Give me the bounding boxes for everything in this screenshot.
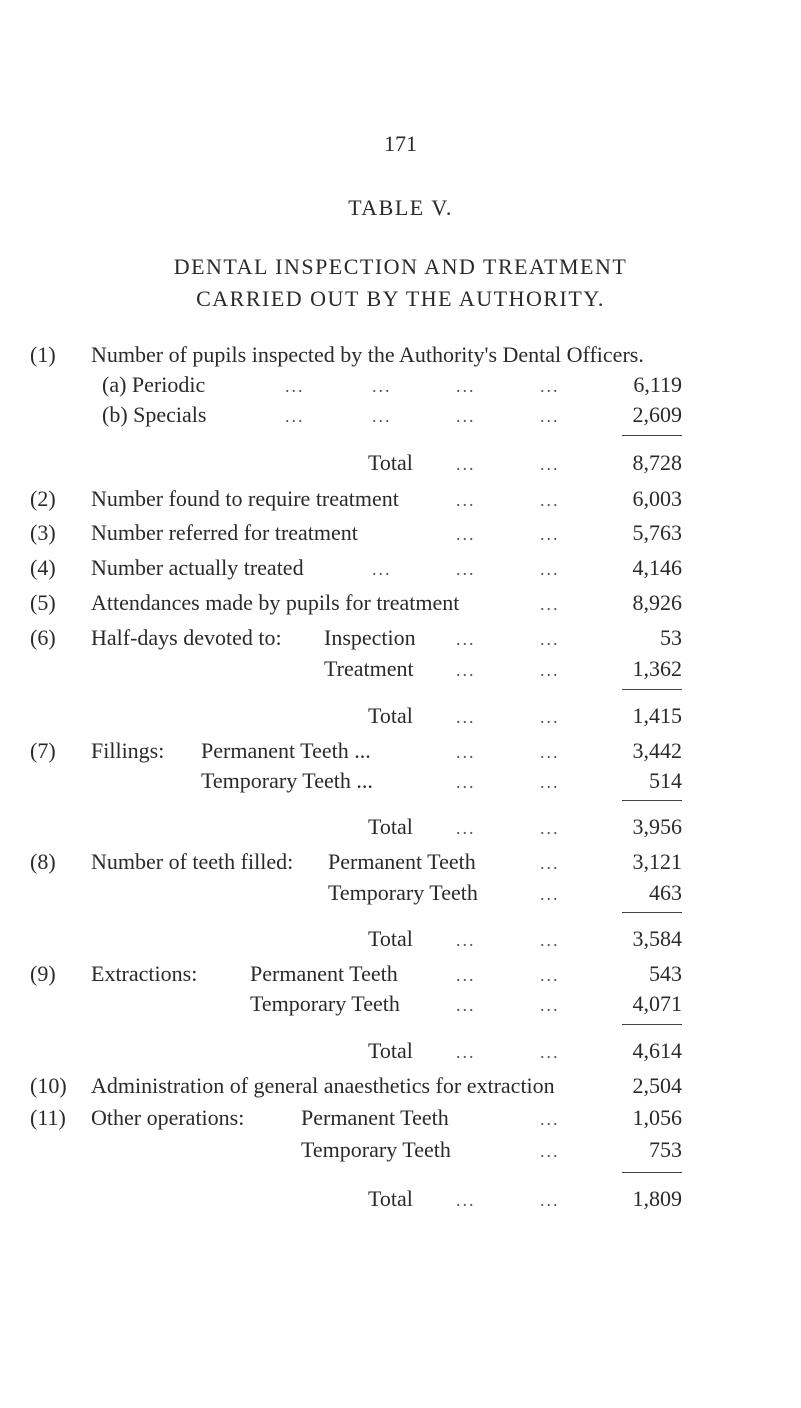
sum-rule xyxy=(622,689,682,690)
leader-dots: ... xyxy=(540,1109,560,1129)
item-number-1: (1) xyxy=(30,342,56,367)
leader-dots: ... xyxy=(372,406,392,426)
leader-dots: ... xyxy=(540,772,560,792)
total-value-7: 3,956 xyxy=(632,814,682,839)
total-value-9: 4,614 xyxy=(632,1038,682,1063)
item-number-11: (11) xyxy=(30,1105,66,1130)
leader-dots: ... xyxy=(285,406,305,426)
item-7-row2-label: Temporary Teeth ... xyxy=(201,768,373,793)
item-11-row1-value: 1,056 xyxy=(632,1105,682,1130)
item-number-5: (5) xyxy=(30,590,56,615)
item-value-2: 6,003 xyxy=(632,486,682,511)
leader-dots: ... xyxy=(372,376,392,396)
leader-dots: ... xyxy=(456,376,476,396)
item-7-row1-value: 3,442 xyxy=(632,738,682,763)
sum-rule xyxy=(622,1024,682,1025)
leader-dots: ... xyxy=(540,406,560,426)
total-value-8: 3,584 xyxy=(632,926,682,951)
leader-dots: ... xyxy=(456,772,476,792)
item-label-5: Attendances made by pupils for treatment xyxy=(91,590,460,615)
leader-dots: ... xyxy=(540,742,560,762)
leader-dots: ... xyxy=(540,376,560,396)
leader-dots: ... xyxy=(456,524,476,544)
leader-dots: ... xyxy=(456,1190,476,1210)
leader-dots: ... xyxy=(456,742,476,762)
leader-dots: ... xyxy=(540,1141,560,1161)
item-value-4: 4,146 xyxy=(632,555,682,580)
leader-dots: ... xyxy=(540,853,560,873)
item-label-10: Administration of general anaesthetics for extraction xyxy=(91,1073,555,1098)
table-title-line2: CARRIED OUT BY THE AUTHORITY. xyxy=(196,286,605,311)
total-label-6: Total xyxy=(368,703,413,728)
leader-dots: ... xyxy=(540,524,560,544)
item-label-4: Number actually treated xyxy=(91,555,304,580)
table-label: TABLE V. xyxy=(348,195,453,220)
item-6-row2-value: 1,362 xyxy=(632,656,682,681)
item-7-row1-label: Permanent Teeth ... xyxy=(201,738,371,763)
leader-dots: ... xyxy=(540,490,560,510)
total-label-7: Total xyxy=(368,814,413,839)
total-label-1: Total xyxy=(368,450,413,475)
item-11-row1-label: Permanent Teeth xyxy=(301,1105,449,1130)
item-6-row2-label: Treatment xyxy=(324,656,414,681)
leader-dots: ... xyxy=(372,559,392,579)
item-number-4: (4) xyxy=(30,555,56,580)
item-8-row1-label: Permanent Teeth xyxy=(328,849,476,874)
leader-dots: ... xyxy=(456,406,476,426)
sum-rule xyxy=(622,435,682,436)
leader-dots: ... xyxy=(456,454,476,474)
total-value-1: 8,728 xyxy=(632,450,682,475)
item-value-10: 2,504 xyxy=(632,1073,682,1098)
item-6-row1-label: Inspection xyxy=(324,625,416,650)
item-6-row1-value: 53 xyxy=(660,625,682,650)
sum-rule xyxy=(622,1172,682,1173)
leader-dots: ... xyxy=(456,965,476,985)
item-label-2: Number found to require treatment xyxy=(91,486,399,511)
item-number-10: (10) xyxy=(30,1073,67,1098)
table-title-line1: DENTAL INSPECTION AND TREATMENT xyxy=(173,254,628,279)
leader-dots: ... xyxy=(456,818,476,838)
item-value-5: 8,926 xyxy=(632,590,682,615)
item-number-3: (3) xyxy=(30,520,56,545)
item-number-2: (2) xyxy=(30,486,56,511)
item-number-8: (8) xyxy=(30,849,56,874)
item-number-9: (9) xyxy=(30,961,56,986)
item-label-11: Other operations: xyxy=(91,1105,245,1130)
item-label-9: Extractions: xyxy=(91,961,198,986)
leader-dots: ... xyxy=(456,707,476,727)
item-8-row2-value: 463 xyxy=(649,880,682,905)
leader-dots: ... xyxy=(540,1042,560,1062)
leader-dots: ... xyxy=(456,1042,476,1062)
item-9-row2-value: 4,071 xyxy=(632,991,682,1016)
item-label-7: Fillings: xyxy=(91,738,165,763)
leader-dots: ... xyxy=(285,376,305,396)
leader-dots: ... xyxy=(540,965,560,985)
item-8-row1-value: 3,121 xyxy=(632,849,682,874)
leader-dots: ... xyxy=(540,594,560,614)
item-label-6: Half-days devoted to: xyxy=(91,625,282,650)
item-number-7: (7) xyxy=(30,738,56,763)
total-label-11: Total xyxy=(368,1186,413,1211)
leader-dots: ... xyxy=(540,818,560,838)
total-label-9: Total xyxy=(368,1038,413,1063)
item-11-row2-label: Temporary Teeth xyxy=(301,1137,451,1162)
leader-dots: ... xyxy=(540,995,560,1015)
leader-dots: ... xyxy=(540,559,560,579)
item-9-row1-label: Permanent Teeth xyxy=(250,961,398,986)
item-1a-value: 6,119 xyxy=(633,372,682,397)
item-label-3: Number referred for treatment xyxy=(91,520,358,545)
item-value-3: 5,763 xyxy=(632,520,682,545)
leader-dots: ... xyxy=(540,629,560,649)
item-8-row2-label: Temporary Teeth xyxy=(328,880,478,905)
item-1a-label: (a) Periodic xyxy=(102,372,206,397)
item-11-row2-value: 753 xyxy=(649,1137,682,1162)
leader-dots: ... xyxy=(540,660,560,680)
item-number-6: (6) xyxy=(30,625,56,650)
leader-dots: ... xyxy=(540,1190,560,1210)
item-7-row2-value: 514 xyxy=(649,768,682,793)
leader-dots: ... xyxy=(456,629,476,649)
leader-dots: ... xyxy=(456,660,476,680)
total-label-8: Total xyxy=(368,926,413,951)
page-number: 171 xyxy=(384,131,417,156)
item-9-row2-label: Temporary Teeth xyxy=(250,991,400,1016)
item-label-1: Number of pupils inspected by the Authority's Dental Officers. xyxy=(91,342,644,367)
total-value-6: 1,415 xyxy=(632,703,682,728)
total-value-11: 1,809 xyxy=(632,1186,682,1211)
leader-dots: ... xyxy=(456,930,476,950)
leader-dots: ... xyxy=(540,930,560,950)
leader-dots: ... xyxy=(540,454,560,474)
item-9-row1-value: 543 xyxy=(649,961,682,986)
leader-dots: ... xyxy=(540,707,560,727)
leader-dots: ... xyxy=(456,559,476,579)
leader-dots: ... xyxy=(456,490,476,510)
leader-dots: ... xyxy=(540,884,560,904)
sum-rule xyxy=(622,800,682,801)
item-label-8: Number of teeth filled: xyxy=(91,849,294,874)
leader-dots: ... xyxy=(456,995,476,1015)
item-1b-label: (b) Specials xyxy=(102,402,207,427)
item-1b-value: 2,609 xyxy=(632,402,682,427)
sum-rule xyxy=(622,912,682,913)
